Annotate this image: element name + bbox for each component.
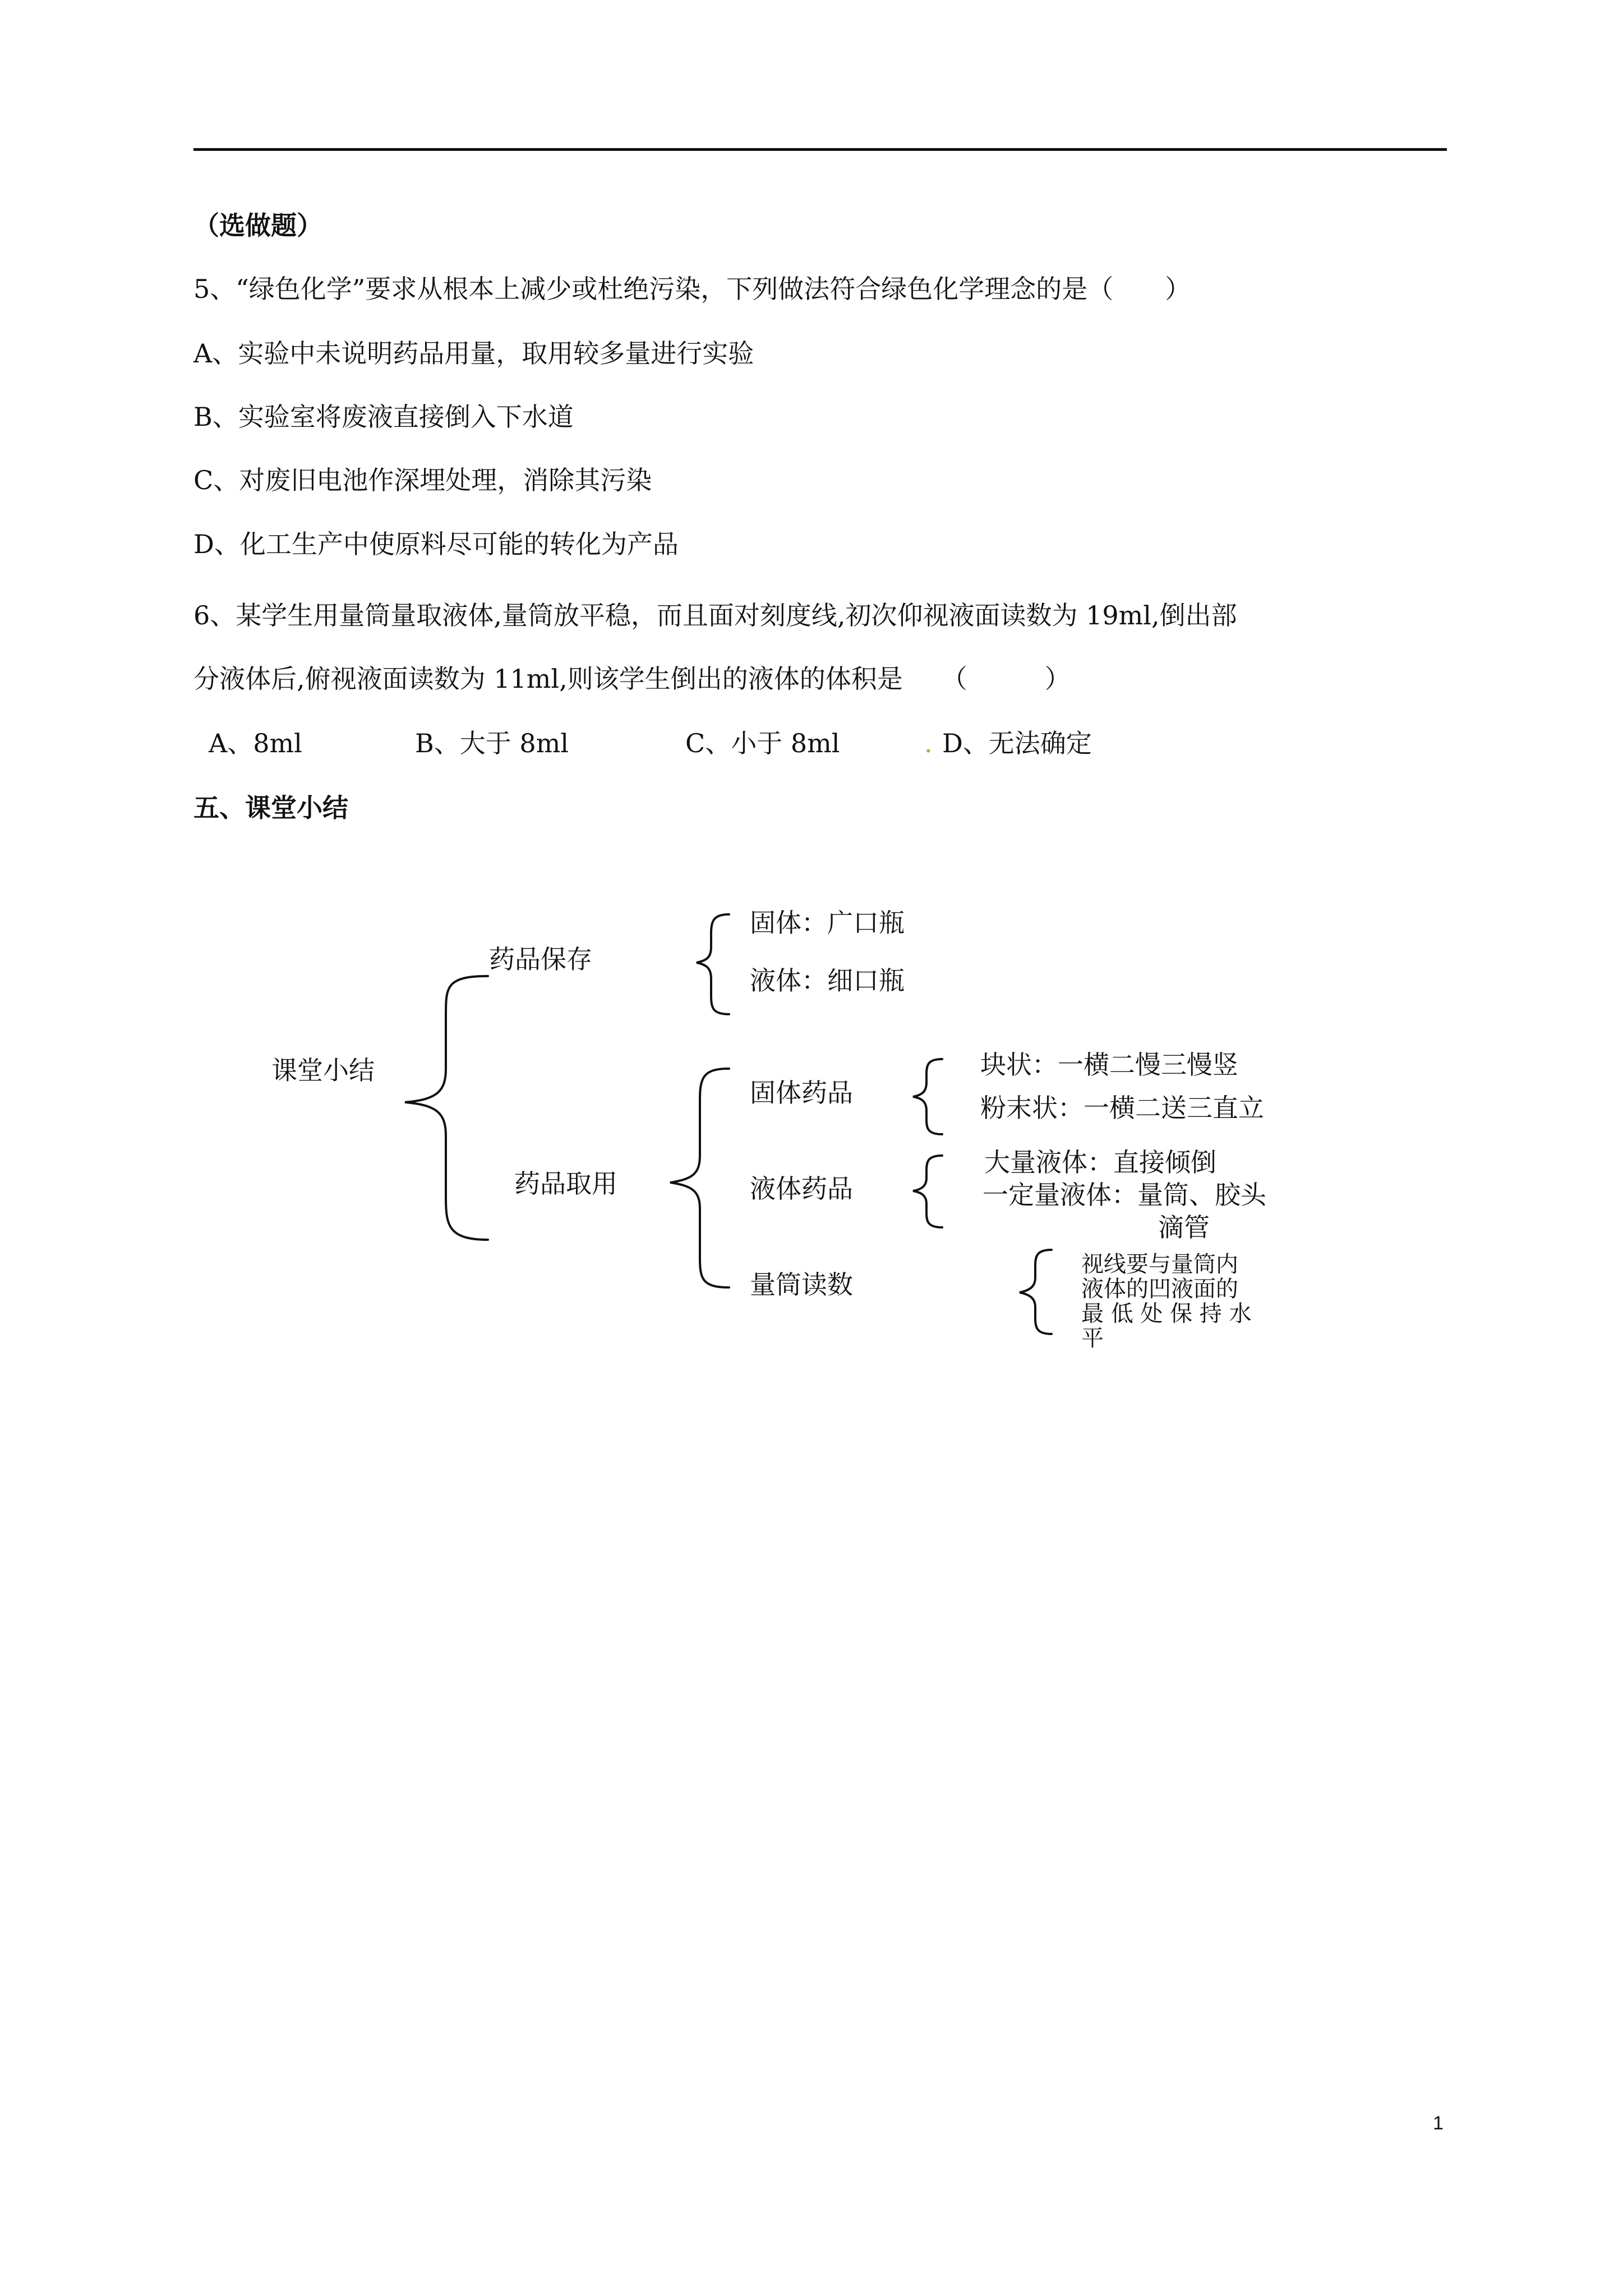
q6-line-2: 分液体后,俯视液面读数为 11ml,则该学生倒出的液体的体积是 （ ）	[193, 664, 1071, 694]
node-storage: 药品保存	[489, 944, 592, 974]
node-block: 块状：一横二慢三慢竖	[980, 1050, 1238, 1080]
q5-option-b: B、实验室将废液直接倒入下水道	[193, 402, 574, 432]
optional-heading: （选做题）	[193, 210, 322, 241]
q6-option-c: C、小于 8ml	[685, 728, 840, 758]
node-large-liquid: 大量液体：直接倾倒	[984, 1147, 1216, 1177]
reading-note-line-2: 液体的凹液面的	[1081, 1276, 1238, 1302]
reading-brace	[1020, 1250, 1052, 1334]
reading-note-line-1: 视线要与量筒内	[1081, 1251, 1238, 1277]
node-dropper: 滴管	[1158, 1212, 1210, 1243]
node-liquid-drug: 液体药品	[750, 1174, 853, 1204]
node-solid-drug: 固体药品	[750, 1078, 853, 1108]
q5-option-c: C、对废旧电池作深埋处理，消除其污染	[193, 465, 652, 495]
q6-option-a: A、8ml	[209, 728, 302, 758]
solid-drug-brace	[913, 1059, 942, 1134]
page-number: 1	[1433, 2113, 1444, 2134]
node-powder: 粉末状：一横二送三直立	[980, 1093, 1264, 1123]
reading-note-line-4: 平	[1081, 1326, 1104, 1351]
node-solid-storage: 固体：广口瓶	[750, 908, 905, 938]
taking-brace	[670, 1069, 729, 1287]
reading-note-line-3: 最 低 处 保 持 水	[1081, 1301, 1252, 1327]
q6-option-d: D、无法确定	[942, 728, 1092, 758]
q5-stem: 5、“绿色化学”要求从根本上减少或杜绝污染，下列做法符合绿色化学理念的是（ ）	[193, 274, 1191, 304]
storage-brace	[697, 914, 729, 1014]
liquid-drug-brace	[913, 1156, 942, 1227]
node-cylinder-reading: 量筒读数	[750, 1269, 853, 1300]
q6-line-1: 6、某学生用量筒量取液体,量筒放平稳，而且面对刻度线,初次仰视液面读数为 19ml,倒出部	[193, 600, 1237, 631]
yellow-dot: .	[924, 728, 933, 758]
summary-root: 课堂小结	[271, 1055, 375, 1085]
q5-option-d: D、化工生产中使原料尽可能的转化为产品	[193, 529, 679, 559]
q5-option-a: A、实验中未说明药品用量，取用较多量进行实验	[193, 338, 754, 369]
section-5-title: 五、课堂小结	[193, 793, 348, 823]
node-fixed-liquid: 一定量液体：量筒、胶头	[983, 1180, 1266, 1210]
node-liquid-storage: 液体：细口瓶	[750, 965, 905, 996]
root-brace	[405, 976, 488, 1240]
node-taking: 药品取用	[514, 1168, 617, 1199]
q6-option-b: B、大于 8ml	[415, 728, 569, 758]
